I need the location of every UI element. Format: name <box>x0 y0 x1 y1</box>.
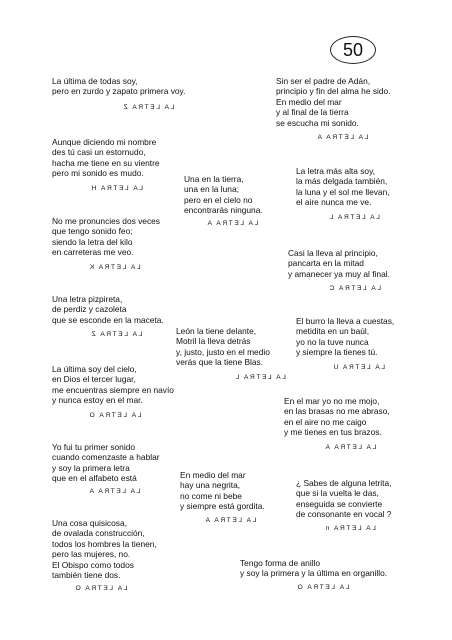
mirrored-answer: LA LETRA A <box>88 487 141 495</box>
verse-line: de perdiz y cazoleta <box>52 304 127 315</box>
riddle-1 <box>52 76 185 113</box>
riddle-16 <box>52 518 157 595</box>
verse-line: el aire nunca me ve. <box>296 197 372 208</box>
mirrored-answer: LA LETRA A <box>324 443 377 451</box>
verse-line: que en el alfabeto está <box>52 473 137 484</box>
riddle-9 <box>296 316 394 373</box>
verse-line: una en la luna; <box>184 184 239 195</box>
mirrored-answer: LA LETRA A <box>206 219 259 227</box>
mirrored-answer: LA LETRA O <box>88 411 142 419</box>
riddle-14 <box>180 470 265 526</box>
mirrored-answer: LA LETRA K <box>88 263 141 271</box>
verse-line: des tú casi un estornudo, <box>52 147 146 158</box>
verse-line: en carreteras me veo. <box>52 247 134 258</box>
verse-line: La última soy del cielo, <box>52 364 137 374</box>
verse-line: El Obispo como todos <box>52 559 134 570</box>
verse-line: la luna y el sol me llevan, <box>296 186 390 197</box>
mirrored-answer: LA LETRA O <box>296 583 350 591</box>
mirrored-answer: LA LETRA A <box>204 516 257 524</box>
verse-line: ¿ Sabes de alguna letrita, <box>296 478 392 488</box>
mirrored-answer: LA LETRA Z <box>122 103 175 111</box>
mirrored-answer: LA LETRA L <box>234 373 286 381</box>
verse-line: En medio del mar <box>180 470 246 480</box>
verse-line: principio y fin del alma he sido. <box>276 86 391 97</box>
verse-line: todos los hombres la tienen, <box>52 538 157 549</box>
verse-line: en las brasas no me abraso, <box>284 406 390 417</box>
mirrored-answer: LA LETRA H <box>90 184 144 192</box>
mirrored-answer: LA LETRA Z <box>90 331 143 339</box>
riddle-3 <box>52 137 160 194</box>
verse-line: hacha me tiene en su vientre <box>52 157 160 168</box>
verse-line: que si la vuelta le das, <box>296 488 379 499</box>
riddle-2 <box>276 76 391 143</box>
riddle-6 <box>52 216 160 273</box>
mirrored-answer: LA LETRA U <box>332 363 386 371</box>
riddle-17 <box>240 558 387 593</box>
page-number: 50 <box>330 36 376 64</box>
mirrored-answer: LA LETRA C <box>328 285 382 293</box>
verse-line: se escucha mi sonido. <box>276 117 359 128</box>
verse-line: El burro la lleva a cuestas, <box>296 316 395 326</box>
verse-line: Una en la tierra, <box>184 174 244 184</box>
riddle-12 <box>284 396 390 453</box>
mirrored-answer: LA LETRA O <box>74 585 128 593</box>
verse-line: Aunque diciendo mi nombre <box>52 137 157 147</box>
verse-line: Motril la lleva detrás <box>176 336 251 347</box>
verse-line: la más delgada también, <box>296 176 388 187</box>
riddle-7 <box>288 248 390 295</box>
verse-line: yo no la tuve nunca <box>296 336 369 347</box>
verse-line: y siempre la tienes tú. <box>296 347 378 358</box>
verse-line: metidita en un baúl, <box>296 326 370 337</box>
verse-line: y soy la primera letra <box>52 462 130 473</box>
riddle-4 <box>184 174 263 229</box>
verse-line: León la tiene delante, <box>176 326 257 336</box>
verse-line: de consonante en vocal ? <box>296 509 392 520</box>
verse-line: pero en zurdo y zapato primera voy. <box>52 86 186 97</box>
riddle-11 <box>52 364 174 421</box>
verse-line: La letra más alta soy, <box>296 166 375 176</box>
riddle-5 <box>296 166 390 223</box>
verse-line: pero las mujeres, no. <box>52 549 131 560</box>
verse-line: La última de todas soy, <box>52 76 138 86</box>
verse-line: Sin ser el padre de Adán, <box>276 76 371 86</box>
riddle-8 <box>52 294 164 341</box>
verse-line: siendo la letra del kilo <box>52 236 133 247</box>
verse-line: Una cosa quisicosa, <box>52 518 127 528</box>
verse-line: me encuentras siempre en navío <box>52 384 174 395</box>
verse-line: Tengo forma de anillo <box>240 558 321 568</box>
verse-line: que tengo sonido feo; <box>52 226 133 237</box>
verse-line: verás que la tiene Blas. <box>176 357 264 368</box>
verse-line: y, justo, justo en el medio <box>176 346 270 357</box>
verse-line: en Dios el tercer lugar, <box>52 374 136 385</box>
verse-line: No me pronuncies dos veces <box>52 216 160 226</box>
verse-line: encontrarás ninguna. <box>184 205 263 216</box>
verse-line: y soy la primera y la última en organillo. <box>240 568 388 579</box>
verse-line: pero mi sonido es mudo. <box>52 168 144 179</box>
verse-line: en el aire no me caigo <box>284 416 367 427</box>
verse-line: Una letra pizpireta, <box>52 294 123 304</box>
verse-line: Casi la lleva al principio, <box>288 248 378 258</box>
mirrored-answer: LA LETRA L <box>328 213 380 221</box>
verse-line: y al final de la tierra <box>276 107 349 118</box>
mirrored-answer: LA LETRA n <box>324 524 376 532</box>
riddle-15 <box>296 478 391 534</box>
verse-line: y siempre está gordita. <box>180 501 265 512</box>
verse-line: En el mar yo no me mojo, <box>284 396 380 406</box>
riddle-10 <box>176 326 286 383</box>
verse-line: y amanecer ya muy al final. <box>288 268 390 279</box>
verse-line: enseguida se convierte <box>296 498 383 509</box>
verse-line: Yo fui tu primer sonido <box>52 442 136 452</box>
verse-line: pancarta en la mitad <box>288 258 364 269</box>
verse-line: también tiene dos. <box>52 570 121 581</box>
verse-line: hay una negrita, <box>180 480 241 491</box>
verse-line: y nunca estoy en el mar. <box>52 395 143 406</box>
verse-line: cuando comenzaste a hablar <box>52 452 160 463</box>
riddle-13 <box>52 442 160 497</box>
verse-line: En medio del mar <box>276 96 342 107</box>
verse-line: que se esconde en la maceta. <box>52 314 164 325</box>
mirrored-answer: LA LETRA A <box>316 134 369 142</box>
verse-line: pero en el cielo no <box>184 194 253 205</box>
verse-line: no come ni bebe <box>180 490 242 501</box>
verse-line: de ovalada construcción, <box>52 528 145 539</box>
verse-line: y me tienes en tus brazos. <box>284 427 382 438</box>
